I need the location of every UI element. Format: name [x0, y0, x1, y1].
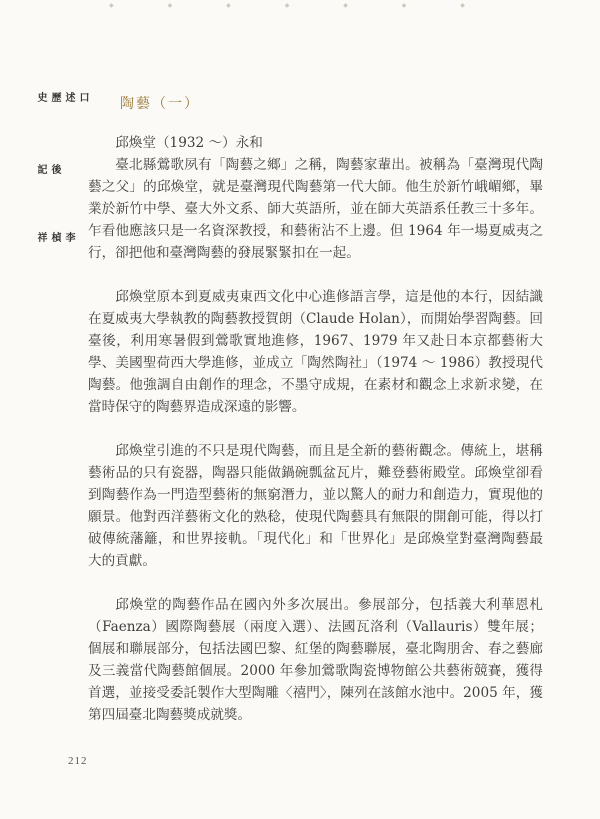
paragraph-3: 邱煥堂引進的不只是現代陶藝，而且是全新的藝術觀念。傳統上，堪稱藝術品的只有瓷器，陶器只能做鍋碗瓢盆瓦片，難登藝術殿堂。邱煥堂卻看到陶藝作為一門造型藝術的無窮潛力，並以驚人的耐力和創造力，實現他的願景。他對西洋藝術文化的熟稔，使現代陶藝具有無限的開創可能，得以打破傳統藩籬，和世界接軌。「現代化」和「世界化」是邱煥堂對臺灣陶藝最大的貢獻。 — [88, 443, 543, 569]
top-ornament: ◆ ◆ ◆ ◆ ◆ ◆ ◆ — [109, 2, 491, 9]
paragraph-1: 臺北縣鶯歌夙有「陶藝之鄉」之稱，陶藝家輩出。被稱為「臺灣現代陶藝之父」的邱煥堂，就是臺灣現代陶藝第一代大師。他生於新竹峨嵋鄉，畢業於新竹中學、臺大外文系、師大英語所，並在師大英語系任教三十多年。乍看他應該只是一名資深教授，和藝術沾不上邊。但 1964 年一場夏威夷之行，卻把他和臺灣陶藝的發展緊緊扣在一起。 — [88, 157, 543, 261]
author-name: 李楨祥 — [35, 232, 74, 244]
paragraph-2: 邱煥堂原本到夏威夷東西文化中心進修語言學，這是他的本行，因結識在夏威夷大學執教的陶藝教授賀朗（Claude Holan），而開始學習陶藝。回臺後，利用寒暑假到鶯歌實地進修，1967、1979 年又赴日本京都藝術大學、美國聖荷西大學進修，並成立「陶然陶社」（1974 ～ 1986）教授現代陶藝。他強調自由創作的理念，不墨守成規，在素材和觀念上求新求變，在當時保守的陶藝界造成深遠的影響。 — [88, 289, 543, 415]
intro-line: 邱煥堂（1932 ～）永和 — [115, 135, 263, 151]
paragraph-4: 邱煥堂的陶藝作品在國內外多次展出。參展部分，包括義大利華恩札（Faenza）國際陶藝展（兩度入選）、法國瓦洛利（Vallauris）雙年展；個展和聯展部分，包括法國巴黎、紅堡的陶藝聯展，臺北陶朋舍、春之藝廊及三義當代陶藝館個展。2000 年參加鶯歌陶瓷博物館公共藝術競賽，獲得首選，並接受委託製作大型陶雕〈禧門〉，陳列在該館水池中。2005 年，獲第四屆臺北陶藝獎成就獎。 — [88, 597, 543, 723]
page-number: 212 — [68, 755, 88, 767]
article-body — [88, 132, 543, 748]
book-title: 口述歷史 — [35, 92, 88, 104]
section-title: 陶藝（一） — [120, 96, 200, 112]
chapter-title: 後記 — [35, 164, 60, 176]
